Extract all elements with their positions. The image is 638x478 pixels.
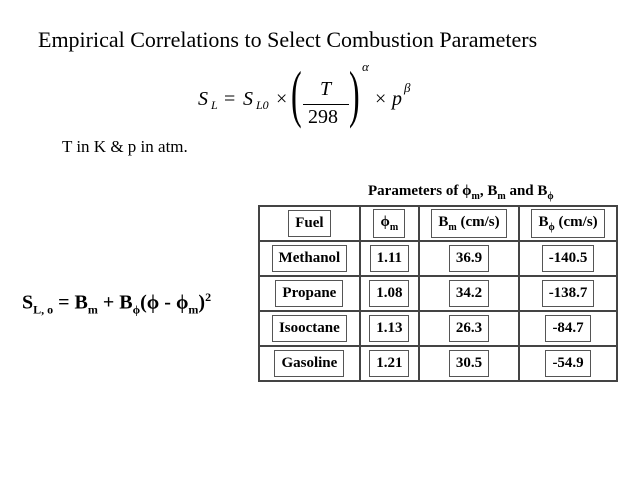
formula-times-2: × [375, 88, 387, 110]
formula-times-1: × [276, 88, 288, 110]
formula-rhs-symbol: S [243, 88, 253, 110]
formula-denominator: 298 [308, 106, 338, 128]
cell-phim [360, 311, 419, 346]
page-title: Empirical Correlations to Select Combustion Parameters [38, 27, 538, 52]
formula-exp-alpha: α [362, 59, 369, 74]
cell-fuel-text: Isooctane [272, 315, 347, 342]
cell-fuel [259, 311, 360, 346]
units-note: T in K & p in atm. [62, 137, 188, 156]
cell-bm-text: 26.3 [449, 315, 489, 342]
header-fuel [259, 206, 360, 241]
header-phim-label [373, 209, 405, 238]
table-header-row [259, 206, 617, 241]
formula-exp-beta: β [404, 80, 411, 95]
table-row [259, 276, 617, 311]
cell-bm-text: 30.5 [449, 350, 489, 377]
formula-right-paren: ) [349, 58, 360, 129]
cell-bphi [519, 241, 617, 276]
cell-bphi [519, 276, 617, 311]
caption-sub-a: m [471, 191, 480, 202]
table-row [259, 311, 617, 346]
eq-bphi-sub: ϕ [132, 302, 141, 317]
cell-phim-text: 1.08 [369, 280, 409, 307]
eq-close: ) [198, 291, 206, 314]
correlation-equation [22, 290, 211, 318]
cell-bphi-text: -138.7 [542, 280, 595, 307]
cell-fuel-text: Gasoline [274, 350, 344, 377]
parameters-table [258, 205, 618, 382]
header-fuel-label: Fuel [288, 210, 330, 237]
cell-fuel-text: Propane [275, 280, 343, 307]
cell-bphi-text: -140.5 [542, 245, 595, 272]
laminar-flame-speed-formula [0, 0, 638, 150]
cell-phim [360, 241, 419, 276]
header-bphi [519, 206, 617, 241]
cell-phim-text: 1.11 [370, 245, 409, 272]
cell-bm-text: 36.9 [449, 245, 489, 272]
header-bm-sub: m [448, 222, 457, 233]
eq-bm: = B [53, 291, 88, 314]
cell-bphi [519, 346, 617, 381]
cell-bm [419, 241, 519, 276]
cell-fuel [259, 276, 360, 311]
formula-equals: = [224, 88, 236, 110]
formula-lhs-sub: L [211, 98, 218, 112]
cell-fuel [259, 241, 360, 276]
eq-lhs: S [22, 291, 34, 314]
header-bphi-unit: (cm/s) [554, 214, 598, 230]
fraction-bar [303, 104, 349, 105]
caption-part-b: , B [479, 183, 498, 199]
cell-phim [360, 346, 419, 381]
header-phim-symbol: ϕ [380, 214, 390, 230]
cell-bphi-text: -54.9 [545, 350, 590, 377]
table-row [259, 346, 617, 381]
eq-lhs-sub: L, o [33, 302, 54, 317]
formula-rhs-sub: L0 [256, 98, 269, 112]
cell-bm [419, 276, 519, 311]
cell-bphi-text: -84.7 [545, 315, 590, 342]
table-caption [368, 183, 554, 202]
header-bm [419, 206, 519, 241]
header-phim-sub: m [389, 222, 399, 233]
table-row [259, 241, 617, 276]
formula-lhs-symbol: S [198, 88, 208, 110]
eq-paren: (ϕ - ϕ [140, 291, 189, 314]
header-bphi-sub: ϕ [548, 222, 555, 233]
cell-bphi [519, 311, 617, 346]
cell-phim-text: 1.21 [369, 350, 409, 377]
eq-bphi: + B [97, 291, 133, 314]
formula-p: p [392, 88, 402, 110]
cell-fuel-text: Methanol [272, 245, 348, 272]
formula-numerator: T [320, 78, 332, 100]
header-phim [360, 206, 419, 241]
header-bphi-label [531, 209, 604, 238]
caption-sub-b: m [497, 191, 506, 202]
cell-bm [419, 346, 519, 381]
eq-exp: 2 [205, 290, 212, 304]
header-bm-unit: (cm/s) [456, 214, 500, 230]
header-bm-label [431, 209, 506, 238]
eq-phim-sub: m [188, 302, 199, 317]
cell-phim [360, 276, 419, 311]
cell-fuel [259, 346, 360, 381]
header-bm-symbol: B [438, 214, 449, 230]
cell-bm [419, 311, 519, 346]
header-bphi-symbol: B [538, 214, 549, 230]
cell-bm-text: 34.2 [449, 280, 489, 307]
formula-left-paren: ( [291, 58, 302, 129]
caption-part-c: and B [505, 183, 548, 199]
eq-bm-sub: m [87, 302, 98, 317]
caption-part-a: Parameters of ϕ [368, 183, 472, 199]
caption-sub-c: ϕ [547, 191, 554, 202]
cell-phim-text: 1.13 [369, 315, 409, 342]
